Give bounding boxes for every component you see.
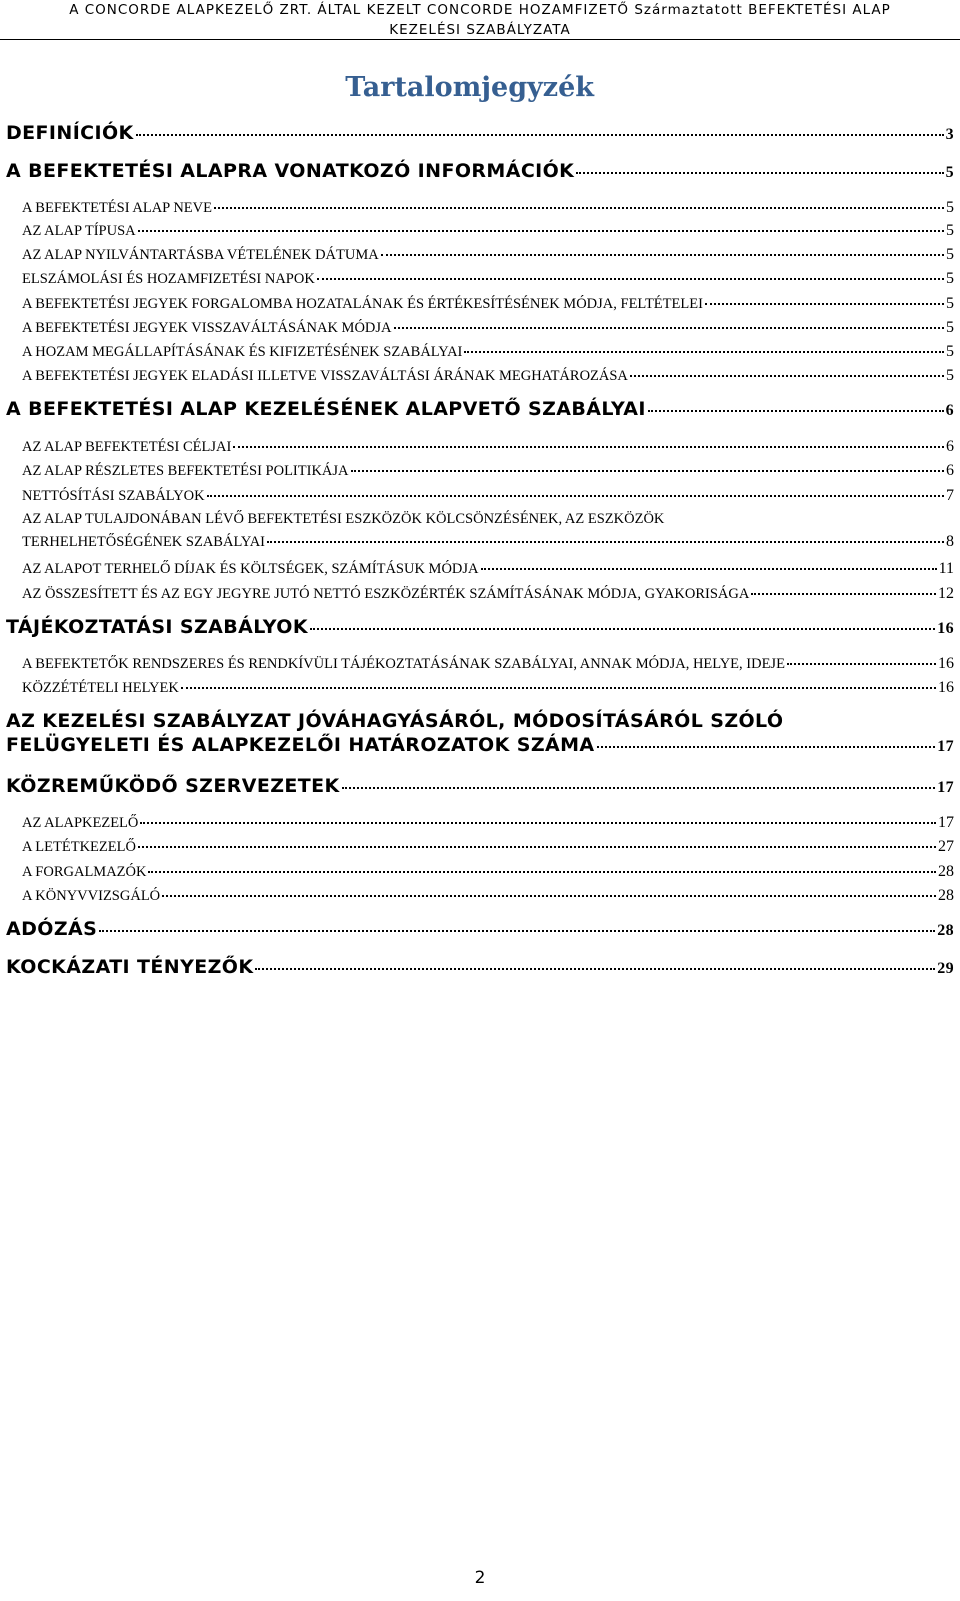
toc-page-number: 28 <box>938 863 954 880</box>
toc-entry-forgalomba-hozatal[interactable] <box>22 295 954 313</box>
toc-leader-dots <box>214 207 944 209</box>
toc-page-number: 8 <box>946 533 954 550</box>
toc-page-number: 17 <box>938 814 954 831</box>
toc-entry-kolcsonzes[interactable] <box>22 511 954 551</box>
toc-page-number: 28 <box>938 887 954 904</box>
toc-entry-label: AZ ALAP NYILVÁNTARTÁSBA VÉTELÉNEK DÁTUMA <box>22 247 379 263</box>
toc-page-number: 5 <box>946 199 954 216</box>
toc-page-number: 5 <box>946 319 954 336</box>
toc-entry-alap-informaciok[interactable] <box>6 160 954 182</box>
toc-entry-label: A BEFEKTETÉSI JEGYEK VISSZAVÁLTÁSÁNAK MÓDJA <box>22 320 392 336</box>
toc-page-number: 16 <box>938 679 954 696</box>
toc-page-number: 11 <box>938 560 954 577</box>
toc-entry-konyvvizsgalo[interactable] <box>22 887 954 905</box>
toc-entry-befektetok-tajekoztatasa[interactable] <box>22 655 954 673</box>
toc-entry-label: A HOZAM MEGÁLLAPÍTÁSÁNAK ÉS KIFIZETÉSÉNEK SZABÁLYAI <box>22 344 463 360</box>
toc-leader-dots <box>140 822 936 824</box>
toc-leader-dots <box>751 593 936 595</box>
toc-entry-kezeles-szabalyai[interactable] <box>6 398 954 420</box>
page-number: 2 <box>474 1568 486 1588</box>
toc-entry-label: TÁJÉKOZTATÁSI SZABÁLYOK <box>6 616 308 638</box>
toc-page-number: 6 <box>946 438 954 455</box>
toc-entry-hatarozatok[interactable] <box>6 710 954 756</box>
toc-entry-label: AZ ALAP TULAJDONÁBAN LÉVŐ BEFEKTETÉSI ESZKÖZÖK KÖLCSÖNZÉSÉNEK, AZ ESZKÖZÖK <box>22 511 665 527</box>
toc-entry-adozas[interactable] <box>6 918 954 940</box>
toc-leader-dots <box>138 846 936 848</box>
toc-entry-label: AZ ALAPOT TERHELŐ DÍJAK ÉS KÖLTSÉGEK, SZÁMÍTÁSUK MÓDJA <box>22 561 479 577</box>
toc-page-number: 28 <box>937 922 954 939</box>
toc-entry-label: A LETÉTKEZELŐ <box>22 839 136 855</box>
toc-entry-label-continued: FELÜGYELETI ÉS ALAPKEZELŐI HATÁROZATOK SZÁMA <box>6 734 595 756</box>
toc-page-number: 6 <box>946 462 954 479</box>
toc-entry-alap-neve[interactable] <box>22 199 954 217</box>
toc-entry-tajekoztatasi-szabalyok[interactable] <box>6 616 954 638</box>
toc-entry-kozremukodo-szervezetek[interactable] <box>6 775 954 797</box>
toc-entry-nyilvantartas[interactable] <box>22 246 954 264</box>
toc-entry-label: NETTÓSÍTÁSI SZABÁLYOK <box>22 488 205 504</box>
toc-entry-label: A BEFEKTETÉSI ALAP NEVE <box>22 200 212 216</box>
toc-entry-arak-meghatarozasa[interactable] <box>22 367 954 385</box>
toc-entry-label: KOCKÁZATI TÉNYEZŐK <box>6 956 254 978</box>
toc-entry-elszamolasi-napok[interactable] <box>22 270 954 288</box>
toc-leader-dots <box>267 541 944 543</box>
toc-entry-label: KÖZZÉTÉTELI HELYEK <box>22 680 179 696</box>
toc-page-number: 5 <box>946 343 954 360</box>
toc-leader-dots <box>787 663 936 665</box>
toc-leader-dots <box>464 351 944 353</box>
toc-entry-kozzeteteli-helyek[interactable] <box>22 679 954 697</box>
toc-leader-dots <box>233 446 944 448</box>
toc-leader-dots <box>351 470 944 472</box>
toc-leader-dots <box>705 303 944 305</box>
toc-entry-label: DEFINÍCIÓK <box>6 122 134 144</box>
toc-leader-dots <box>310 628 935 630</box>
toc-entry-definiciok[interactable] <box>6 122 954 144</box>
toc-entry-label: A FORGALMAZÓK <box>22 864 147 880</box>
toc-entry-nettositasi-szabalyok[interactable] <box>22 487 954 505</box>
toc-entry-netto-eszkozertek[interactable] <box>22 585 954 603</box>
toc-entry-kockazati-tenyezok[interactable] <box>6 956 954 978</box>
toc-page-number: 3 <box>945 126 954 143</box>
toc-leader-dots <box>255 968 935 970</box>
toc-page-number: 5 <box>946 270 954 287</box>
toc-leader-dots <box>342 787 936 789</box>
toc-leader-dots <box>630 375 944 377</box>
toc-leader-dots <box>648 410 944 412</box>
toc-entry-alap-tipusa[interactable] <box>22 222 954 240</box>
toc-page-number: 17 <box>937 738 954 755</box>
toc-page-number: 5 <box>946 367 954 384</box>
toc-page-number: 5 <box>946 246 954 263</box>
toc-entry-label: KÖZREMŰKÖDŐ SZERVEZETEK <box>6 775 340 797</box>
running-header-line-1: A CONCORDE ALAPKEZELŐ ZRT. ÁLTAL KEZELT CONCORDE HOZAMFIZETŐ Származtatott BEFEKTETÉSI ALAP <box>69 2 891 18</box>
toc-entry-label: ADÓZÁS <box>6 918 98 940</box>
toc-leader-dots <box>317 278 944 280</box>
toc-entry-label: AZ ÖSSZESÍTETT ÉS AZ EGY JEGYRE JUTÓ NETTÓ ESZKÖZÉRTÉK SZÁMÍTÁSÁNAK MÓDJA, GYAKORISÁGA <box>22 586 750 602</box>
toc-entry-label: A BEFEKTETÉSI JEGYEK ELADÁSI ILLETVE VISSZAVÁLTÁSI ÁRÁNAK MEGHATÁROZÁSA <box>22 368 628 384</box>
toc-entry-befektetesi-politika[interactable] <box>22 462 954 480</box>
toc-entry-dijak-koltsegek[interactable] <box>22 560 954 578</box>
toc-page-number: 7 <box>946 487 954 504</box>
toc-leader-dots <box>138 230 944 232</box>
toc-page-number: 5 <box>945 164 954 181</box>
toc-entry-label: ELSZÁMOLÁSI ÉS HOZAMFIZETÉSI NAPOK <box>22 271 315 287</box>
toc-entry-hozam-szabalyai[interactable] <box>22 343 954 361</box>
toc-page-number: 17 <box>937 779 954 796</box>
toc-entry-label: AZ ALAP RÉSZLETES BEFEKTETÉSI POLITIKÁJA <box>22 463 349 479</box>
toc-entry-label: A BEFEKTETÉSI ALAP KEZELÉSÉNEK ALAPVETŐ SZABÁLYAI <box>6 398 646 420</box>
toc-leader-dots <box>181 687 936 689</box>
toc-leader-dots <box>597 746 936 748</box>
toc-entry-befektetesi-celjai[interactable] <box>22 438 954 456</box>
toc-page-number: 6 <box>945 402 954 419</box>
toc-leader-dots <box>136 134 944 136</box>
toc-leader-dots <box>99 930 935 932</box>
toc-entry-letetkezelo[interactable] <box>22 838 954 856</box>
toc-entry-label: AZ ALAP BEFEKTETÉSI CÉLJAI <box>22 439 232 455</box>
toc-entry-forgalmazok[interactable] <box>22 863 954 881</box>
toc-page-number: 27 <box>938 838 954 855</box>
running-header-line-2: KEZELÉSI SZABÁLYZATA <box>389 22 571 38</box>
toc-entry-label: AZ KEZELÉSI SZABÁLYZAT JÓVÁHAGYÁSÁRÓL, MÓDOSÍTÁSÁRÓL SZÓLÓ <box>6 710 784 732</box>
toc-entry-label: A BEFEKTETÉSI ALAPRA VONATKOZÓ INFORMÁCIÓK <box>6 160 575 182</box>
toc-page-number: 5 <box>946 295 954 312</box>
toc-leader-dots <box>381 254 944 256</box>
toc-page-number: 16 <box>937 620 954 637</box>
toc-entry-label: A BEFEKTETŐK RENDSZERES ÉS RENDKÍVÜLI TÁJÉKOZTATÁSÁNAK SZABÁLYAI, ANNAK MÓDJA, HELYE, IDEJE <box>22 656 785 672</box>
toc-entry-label: AZ ALAPKEZELŐ <box>22 815 139 831</box>
toc-page-number: 5 <box>946 222 954 239</box>
toc-entry-label: AZ ALAP TÍPUSA <box>22 223 136 239</box>
toc-page-number: 12 <box>938 585 954 602</box>
toc-leader-dots <box>576 172 943 174</box>
toc-leader-dots <box>481 568 937 570</box>
toc-leader-dots <box>394 327 944 329</box>
toc-leader-dots <box>148 871 936 873</box>
toc-entry-label: A KÖNYVVIZSGÁLÓ <box>22 888 161 904</box>
running-header <box>0 0 960 40</box>
toc-leader-dots <box>207 495 944 497</box>
toc-title: Tartalomjegyzék <box>345 72 594 103</box>
toc-entry-alapkezelo[interactable] <box>22 814 954 832</box>
toc-entry-label-continued: TERHELHETŐSÉGÉNEK SZABÁLYAI <box>22 534 266 550</box>
toc-leader-dots <box>162 895 936 897</box>
toc-page-number: 16 <box>938 655 954 672</box>
toc-page-number: 29 <box>937 960 954 977</box>
toc-entry-visszavaltas-modja[interactable] <box>22 319 954 337</box>
toc-entry-label: A BEFEKTETÉSI JEGYEK FORGALOMBA HOZATALÁNAK ÉS ÉRTÉKESÍTÉSÉNEK MÓDJA, FELTÉTELEI <box>22 296 703 312</box>
